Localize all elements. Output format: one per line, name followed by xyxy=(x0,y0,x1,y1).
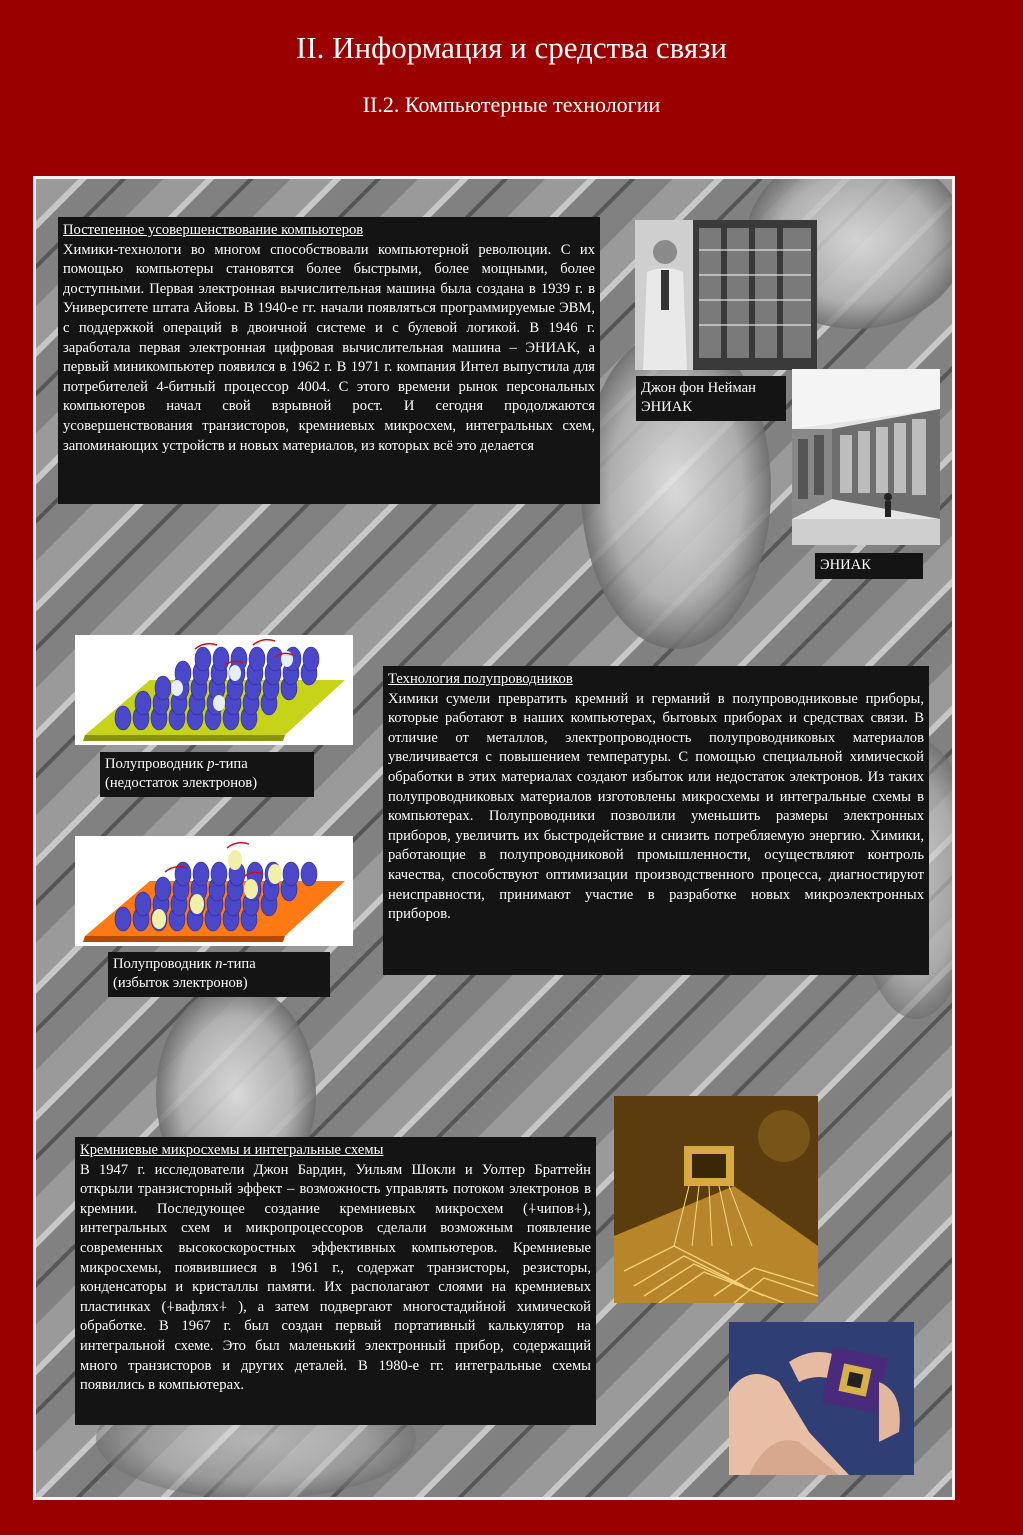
section-microchips-heading: Кремниевые микросхемы и интегральные схемы xyxy=(80,1142,384,1158)
section-computers-textbox xyxy=(58,217,600,504)
caption-line: (недостаток электронов) xyxy=(105,775,258,791)
poster-frame xyxy=(33,176,955,1500)
n-type-caption xyxy=(108,952,330,997)
caption-line: (избыток электронов) xyxy=(113,975,248,991)
caption-text: -типа xyxy=(222,956,256,972)
microchip-wires-photo xyxy=(614,1096,818,1303)
caption-text: -типа xyxy=(214,756,248,772)
caption-letter: p xyxy=(207,756,215,772)
eniac-photo xyxy=(792,369,940,545)
p-type-semiconductor-illustration xyxy=(75,635,353,745)
caption-line xyxy=(105,755,309,774)
hand-holding-chip-photo xyxy=(729,1322,914,1475)
section-semiconductors-heading: Технология полупроводников xyxy=(388,671,573,687)
section-semiconductors-body: Химики сумели превратить кремний и германий в полупроводниковые приборы, которые работают в наших компьютерах, бытовых приборах и средствах связи. В отличие от металлов, электропроводность полупроводниковых материалов увеличивается с повышением температуры. С помощью специальной химической обработки в этих материалах создают избыток или недостаток электронов. Из таких полупроводниковых материалов изготовлены микросхемы и интегральные схемы в компьютерах. Полупроводники позволили уменьшить размеры электронных приборов, увеличить их быстродействие и снизить потребляемую энергию. Химики, работающие в полупроводниковой промышленности, осуществляют контроль качества, способствуют оптимизации производственного процесса, диагностируют неисправности, принимают участие в разработке новых микроэлектронных приборов. xyxy=(388,690,924,923)
caption-letter: n xyxy=(215,956,223,972)
page-subtitle: II.2. Компьютерные технологии xyxy=(362,92,661,117)
section-microchips-textbox xyxy=(75,1137,596,1425)
page-title: II. Информация и средства связи xyxy=(296,30,727,65)
caption-line: ЭНИАК xyxy=(820,557,871,573)
von-neumann-caption xyxy=(636,376,786,421)
section-computers-body: Химики-технологи во многом способствовали компьютерной революции. С их помощью компьютеры становятся более быстрыми, более мощными, более доступными. Первая электронная вычислительная машина была создана в 1939 г. в Университете штата Айовы. В 1940-е гг. начали появляться программируемые ЭВМ, с поддержкой операций в двоичной системе и с булевой логикой. В 1946 г. заработала первая электронная цифровая вычислительная машина – ЭНИАК, а первый миникомпьютер появился в 1962 г. В 1971 г. компания Интел выпустила для потребителей 4-битный процессор 4004. С этого времени рынок персональных компьютеров начал свой взрывной рост. И сегодня продолжаются усовершенствования транзисторов, кремниевых микросхем, интегральных схем, запоминающих устройств и новых материалов, из которых всё это делается xyxy=(63,241,595,454)
caption-line: ЭНИАК xyxy=(641,399,692,415)
caption-line: Джон фон Нейман xyxy=(641,380,756,396)
section-computers-heading: Постепенное усовершенствование компьютеров xyxy=(63,222,364,238)
caption-text: Полупроводник xyxy=(113,956,216,972)
section-semiconductors-textbox xyxy=(383,666,929,975)
p-type-caption xyxy=(100,752,314,797)
caption-text: Полупроводник xyxy=(105,756,208,772)
caption-line xyxy=(113,955,325,974)
section-microchips-body: В 1947 г. исследователи Джон Бардин, Уильям Шокли и Уолтер Браттейн открыли транзисторный эффект – возможность управлять потоком электронов в кремнии. Последующее создание кремниевых микросхем (⍭чипов⍭), интегральных схем и микропроцессоров сделали возможным появление современных высокоскоростных эффективных компьютеров. Кремниевые микросхемы, появившиеся в 1961 г., содержат транзисторы, резисторы, конденсаторы и кристаллы памяти. Их располагают слоями на кремниевых пластинках (⍭вафлях⍭ ), а затем подвергают многостадийной химической обработке. В 1967 г. был создан первый портативный калькулятор на интегральной схеме. Это был маленький электронный прибор, содержащий много транзисторов и других деталей. В 1980-е гг. интегральные схемы появились в компьютерах. xyxy=(80,1161,591,1394)
eniac-caption xyxy=(815,553,923,579)
von-neumann-photo xyxy=(635,220,817,370)
n-type-semiconductor-illustration xyxy=(75,836,353,946)
